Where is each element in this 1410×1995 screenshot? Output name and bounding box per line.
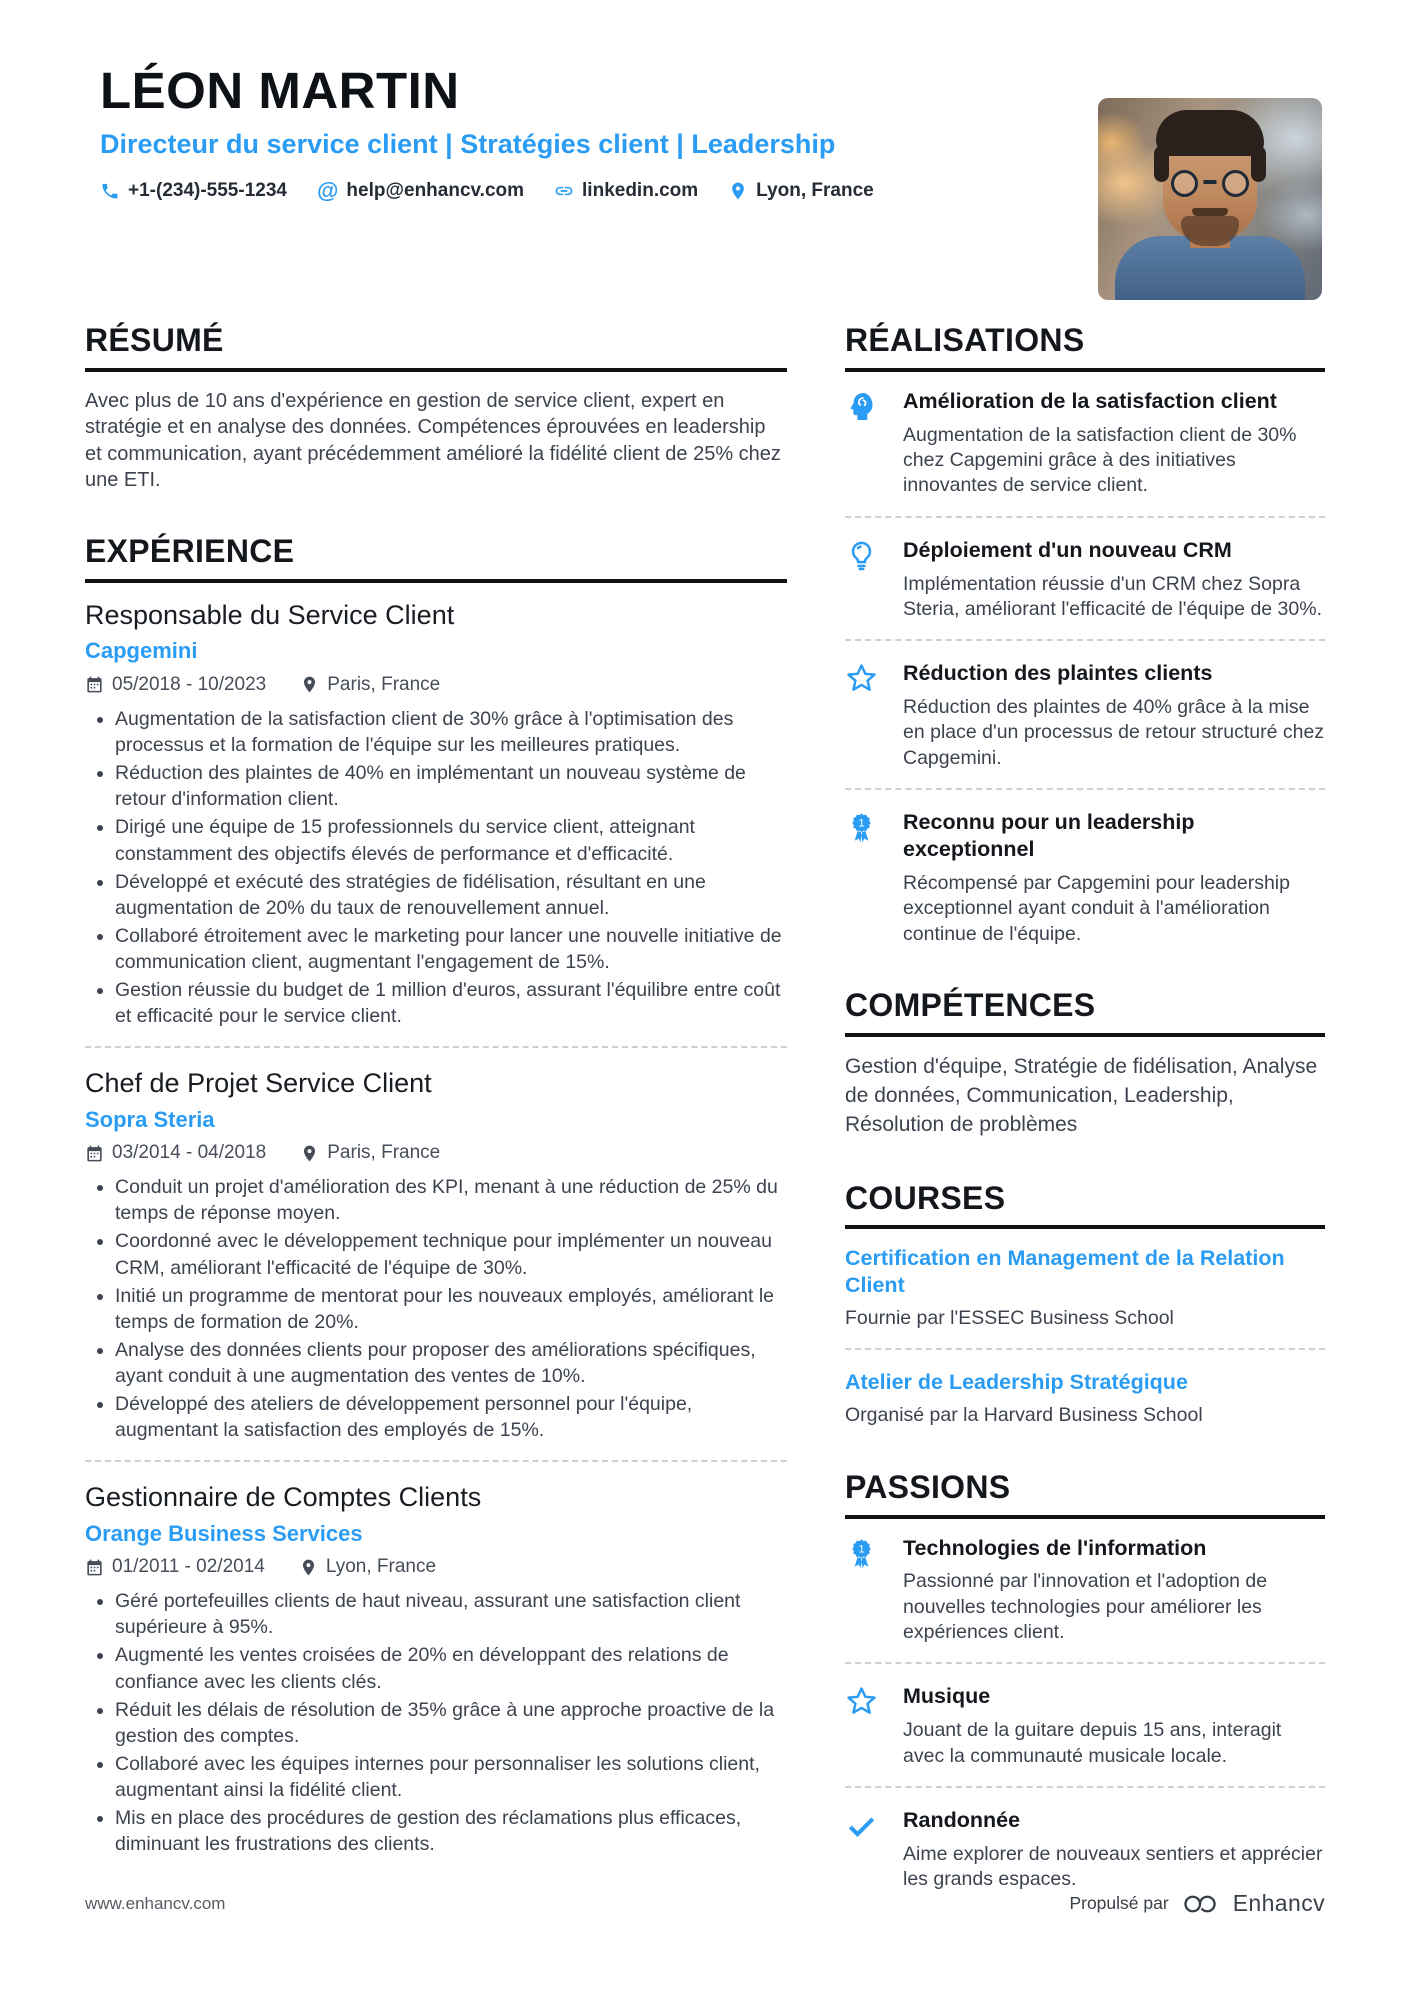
- phone-number: +1-(234)-555-1234: [128, 179, 287, 201]
- passion-body: [903, 1807, 1325, 1893]
- passion-item: [845, 1535, 1325, 1646]
- passion-item: [845, 1807, 1325, 1893]
- calendar-icon: [85, 1144, 104, 1163]
- footer-site-link[interactable]: www.enhancv.com: [85, 1893, 226, 1913]
- bullet: • Collaboré avec les équipes internes pour personnaliser les solutions client, augmentant ainsi la fidélité client.: [115, 1751, 787, 1803]
- dates-text: 03/2014 - 04/2018: [112, 1142, 267, 1164]
- bullet: • Développé des ateliers de développement personnel pour l'équipe, augmentant la satisfaction des employés de 15%.: [115, 1391, 787, 1443]
- company-name: Orange Business Services: [85, 1520, 363, 1546]
- passions-section: [845, 1469, 1325, 1893]
- passion-body: [903, 1683, 1325, 1769]
- calendar-icon: [85, 1558, 104, 1577]
- achievement-title: Reconnu pour un leadership exceptionnel: [903, 810, 1195, 861]
- check-icon: [845, 1807, 903, 1847]
- achievement-body: [903, 537, 1325, 623]
- bullet: • Coordonné avec le développement technique pour implémenter un nouveau CRM, améliorant l'efficacité de l'équipe de 30%.: [115, 1228, 787, 1280]
- email-address: help@enhancv.com: [346, 179, 525, 201]
- courses-heading: COURSES: [845, 1180, 1325, 1230]
- achievement-text: Augmentation de la satisfaction client de 30% chez Capgemini grâce à des initiatives innovantes de service client.: [903, 423, 1297, 497]
- contact-website[interactable]: [554, 180, 698, 202]
- job-location: [299, 1556, 436, 1578]
- location-text: Lyon, France: [756, 179, 874, 201]
- summary-text: Avec plus de 10 ans d'expérience en gestion de service client, expert en stratégie et en analyse des données. Compétences éprouvées en leadership et communication, ayant précédemment amélioré la fidélité client de 25% chez une ETI.: [85, 389, 781, 491]
- divider: [845, 1662, 1325, 1664]
- job-meta: [85, 1556, 787, 1578]
- course-provider: Fournie par l'ESSEC Business School: [845, 1307, 1174, 1330]
- divider: [85, 1046, 787, 1048]
- brain-icon: [845, 388, 903, 428]
- left-column: [85, 322, 787, 1929]
- summary-section: [85, 322, 787, 493]
- job-dates: [85, 674, 266, 696]
- achievement-item: [845, 388, 1325, 499]
- job-bullets: [85, 1174, 787, 1443]
- job-bullets: [85, 706, 787, 1030]
- passion-text: Aime explorer de nouveaux sentiers et apprécier les grands espaces.: [903, 1842, 1323, 1891]
- phone-icon: [100, 181, 120, 201]
- powered-by-label: Propulsé par: [1069, 1893, 1169, 1913]
- achievements-heading: RÉALISATIONS: [845, 322, 1325, 372]
- divider: [845, 788, 1325, 790]
- course-title: Atelier de Leadership Stratégique: [845, 1370, 1188, 1395]
- passion-body: [903, 1535, 1325, 1646]
- experience-heading: EXPÉRIENCE: [85, 533, 787, 583]
- bullet: • Gestion réussie du budget de 1 million d'euros, assurant l'équilibre entre coût et efficacité pour le service client.: [115, 977, 787, 1029]
- achievement-text: Implémentation réussie d'un CRM chez Sopra Steria, améliorant l'efficacité de l'équipe de 30%.: [903, 572, 1323, 620]
- photo-glasses-left: [1171, 170, 1198, 197]
- job-dates: [85, 1556, 265, 1578]
- job-dates: [85, 1142, 266, 1164]
- job-title: Responsable du Service Client: [85, 600, 455, 631]
- passions-heading: PASSIONS: [845, 1469, 1325, 1519]
- achievement-text: Réduction des plaintes de 40% grâce à la mise en place d'un processus de retour structuré chez Capgemini.: [903, 696, 1325, 769]
- footer: [85, 1890, 1325, 1917]
- job-bullets: [85, 1588, 787, 1857]
- location-pin-icon: [728, 181, 748, 201]
- passion-text: Passionné par l'innovation et l'adoption de nouvelles technologies pour améliorer les expériences client.: [903, 1570, 1268, 1644]
- bullet: • Géré portefeuilles clients de haut niveau, assurant une satisfaction client supérieure à 95%.: [115, 1588, 787, 1640]
- passion-title: Randonnée: [903, 1807, 1021, 1832]
- calendar-icon: [85, 675, 104, 694]
- achievements-section: [845, 322, 1325, 947]
- photo-glasses-bridge: [1204, 180, 1217, 184]
- passion-title: Technologies de l'information: [903, 1535, 1207, 1560]
- svg-text:1: 1: [858, 817, 865, 830]
- dates-text: 05/2018 - 10/2023: [112, 673, 267, 695]
- bullet: • Dirigé une équipe de 15 professionnels du service client, atteignant constamment des objectifs élevés de performance et d'efficacité.: [115, 814, 787, 866]
- experience-entry: [85, 1067, 787, 1443]
- content-columns: [0, 322, 1410, 1929]
- lightbulb-icon: [845, 537, 903, 577]
- contact-email[interactable]: [316, 177, 525, 203]
- job-location: [300, 1142, 440, 1164]
- profile-photo: [1098, 98, 1322, 300]
- company-name: Sopra Steria: [85, 1106, 215, 1132]
- passion-title: Musique: [903, 1684, 991, 1709]
- location-text: Lyon, France: [325, 1556, 437, 1578]
- experience-section: [85, 533, 787, 1857]
- contact-phone[interactable]: [100, 180, 287, 202]
- achievement-text: Récompensé par Capgemini pour leadership exceptionnel ayant conduit à l'amélioration continue de l'équipe.: [903, 871, 1290, 945]
- medal-icon: [845, 809, 903, 849]
- enhancv-wordmark: Enhancv: [1232, 1890, 1325, 1916]
- achievement-title: Déploiement d'un nouveau CRM: [903, 537, 1232, 562]
- achievement-item: [845, 809, 1325, 947]
- bullet: • Collaboré étroitement avec le marketing pour lancer une nouvelle initiative de communication client, augmentant l'engagement de 15%.: [115, 923, 787, 975]
- contact-location: [728, 180, 874, 202]
- right-column: [845, 322, 1325, 1929]
- location-text: Paris, France: [327, 1142, 441, 1164]
- passion-text: Jouant de la guitare depuis 15 ans, interagit avec la communauté musicale locale.: [903, 1719, 1282, 1767]
- experience-entry: [85, 599, 787, 1029]
- dates-text: 01/2011 - 02/2014: [112, 1556, 265, 1578]
- job-meta: [85, 674, 787, 696]
- achievement-item: [845, 660, 1325, 771]
- course-provider: Organisé par la Harvard Business School: [845, 1404, 1203, 1427]
- bullet: • Augmenté les ventes croisées de 20% en développant des relations de confiance avec les clients clés.: [115, 1642, 787, 1694]
- achievement-body: [903, 809, 1325, 947]
- svg-text:1: 1: [858, 1543, 865, 1556]
- job-meta: [85, 1142, 787, 1164]
- skills-heading: COMPÉTENCES: [845, 987, 1325, 1037]
- person-name: LÉON MARTIN: [100, 62, 460, 119]
- job-headline: Directeur du service client | Stratégies client | Leadership: [100, 128, 836, 159]
- job-title: Chef de Projet Service Client: [85, 1068, 432, 1099]
- experience-entry: [85, 1481, 787, 1857]
- website-url: linkedin.com: [582, 179, 699, 201]
- course-item: [845, 1369, 1325, 1428]
- bullet: • Réduit les délais de résolution de 35% grâce à une approche proactive de la gestion des comptes.: [115, 1697, 787, 1749]
- photo-hair: [1156, 110, 1264, 156]
- location-pin-icon: [300, 1144, 319, 1163]
- achievement-item: [845, 537, 1325, 623]
- summary-heading: RÉSUMÉ: [85, 322, 787, 372]
- photo-mustache: [1192, 208, 1228, 216]
- divider: [845, 639, 1325, 641]
- job-title: Gestionnaire de Comptes Clients: [85, 1482, 482, 1513]
- bullet: • Conduit un projet d'amélioration des KPI, menant à une réduction de 25% du temps de réponse moyen.: [115, 1174, 787, 1226]
- achievement-body: [903, 388, 1325, 499]
- course-item: [845, 1245, 1325, 1331]
- link-icon: [554, 181, 574, 201]
- bullet: • Analyse des données clients pour proposer des améliorations spécifiques, ayant conduit à une augmentation des ventes de 10%.: [115, 1337, 787, 1389]
- star-icon: [845, 1683, 903, 1723]
- photo-glasses-right: [1222, 170, 1249, 197]
- powered-by[interactable]: [1069, 1890, 1325, 1917]
- course-title: Certification en Management de la Relation Client: [845, 1246, 1285, 1298]
- job-location: [300, 674, 440, 696]
- bullet: • Réduction des plaintes de 40% en implémentant un nouveau système de retour d'information client.: [115, 760, 787, 812]
- achievement-title: Amélioration de la satisfaction client: [903, 388, 1277, 413]
- bullet: • Développé et exécuté des stratégies de fidélisation, résultant en une augmentation de 20% du taux de renouvellement annuel.: [115, 869, 787, 921]
- location-pin-icon: [300, 675, 319, 694]
- divider: [845, 516, 1325, 518]
- achievement-body: [903, 660, 1325, 771]
- star-icon: [845, 660, 903, 700]
- company-name: Capgemini: [85, 638, 198, 664]
- divider: [845, 1348, 1325, 1350]
- location-text: Paris, France: [327, 673, 441, 695]
- at-icon: @: [316, 177, 339, 203]
- skills-text: Gestion d'équipe, Stratégie de fidélisation, Analyse de données, Communication, Leadership, Résolution de problèmes: [845, 1054, 1318, 1136]
- divider: [845, 1786, 1325, 1788]
- location-pin-icon: [299, 1558, 318, 1577]
- bullet: • Mis en place des procédures de gestion des réclamations plus efficaces, diminuant les frustrations des clients.: [115, 1805, 787, 1857]
- bullet: • Augmentation de la satisfaction client de 30% grâce à l'optimisation des processus et la formation de l'équipe sur les meilleures pratiques.: [115, 706, 787, 758]
- bullet: • Initié un programme de mentorat pour les nouveaux employés, améliorant le temps de formation de 20%.: [115, 1283, 787, 1335]
- achievement-title: Réduction des plaintes clients: [903, 661, 1213, 686]
- medal-icon: [845, 1535, 903, 1575]
- passion-item: [845, 1683, 1325, 1769]
- divider: [85, 1460, 787, 1462]
- skills-section: [845, 987, 1325, 1140]
- courses-section: [845, 1180, 1325, 1429]
- enhancv-logo-icon: [1180, 1893, 1222, 1915]
